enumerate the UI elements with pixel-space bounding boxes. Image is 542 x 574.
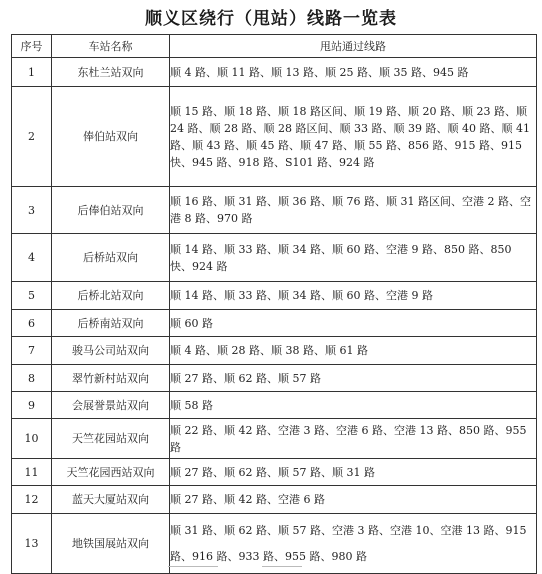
row-index: 9 <box>12 392 52 419</box>
route-list: 顺 27 路、顺 62 路、顺 57 路 <box>170 365 537 392</box>
station-name: 骏马公司站双向 <box>52 337 170 365</box>
station-name: 俸伯站双向 <box>52 87 170 187</box>
header-routes: 甩站通过线路 <box>170 35 537 58</box>
table-row <box>12 337 537 365</box>
row-index: 11 <box>12 459 52 486</box>
footer-divider-left <box>168 566 218 567</box>
table-row <box>12 514 537 574</box>
row-index: 5 <box>12 282 52 310</box>
row-index: 10 <box>12 419 52 459</box>
table-row <box>12 282 537 310</box>
header-station: 车站名称 <box>52 35 170 58</box>
route-list: 顺 60 路 <box>170 310 537 337</box>
table-row <box>12 187 537 234</box>
route-list: 顺 27 路、顺 42 路、空港 6 路 <box>170 486 537 514</box>
station-name: 翠竹新村站双向 <box>52 365 170 392</box>
route-list: 顺 4 路、顺 28 路、顺 38 路、顺 61 路 <box>170 337 537 365</box>
route-list: 顺 58 路 <box>170 392 537 419</box>
station-name: 地铁国展站双向 <box>52 514 170 574</box>
row-index: 6 <box>12 310 52 337</box>
route-list: 顺 27 路、顺 62 路、顺 57 路、顺 31 路 <box>170 459 537 486</box>
station-name: 天竺花园站双向 <box>52 419 170 459</box>
table-row <box>12 486 537 514</box>
route-list: 顺 22 路、顺 42 路、空港 3 路、空港 6 路、空港 13 路、850 路、955 路 <box>170 419 537 459</box>
header-index: 序号 <box>12 35 52 58</box>
station-name: 会展誉景站双向 <box>52 392 170 419</box>
table-row <box>12 58 537 87</box>
row-index: 2 <box>12 87 52 187</box>
row-index: 8 <box>12 365 52 392</box>
table-header-row <box>12 35 537 58</box>
table-row <box>12 392 537 419</box>
route-list: 顺 4 路、顺 11 路、顺 13 路、顺 25 路、顺 35 路、945 路 <box>170 58 537 87</box>
station-name: 后俸伯站双向 <box>52 187 170 234</box>
table-row <box>12 365 537 392</box>
route-list: 顺 31 路、顺 62 路、顺 57 路、空港 3 路、空港 10、空港 13 路、915 路、916 路、933 路、955 路、980 路 <box>170 514 537 574</box>
route-list: 顺 14 路、顺 33 路、顺 34 路、顺 60 路、空港 9 路 <box>170 282 537 310</box>
row-index: 13 <box>12 514 52 574</box>
route-list: 顺 16 路、顺 31 路、顺 36 路、顺 76 路、顺 31 路区间、空港 2 路、空港 8 路、970 路 <box>170 187 537 234</box>
document-title: 顺义区绕行（甩站）线路一览表 <box>145 9 397 29</box>
row-index: 7 <box>12 337 52 365</box>
table-row <box>12 87 537 187</box>
route-list: 顺 15 路、顺 18 路、顺 18 路区间、顺 19 路、顺 20 路、顺 23 路、顺 24 路、顺 28 路、顺 28 路区间、顺 33 路、顺 39 路、顺 40 路、顺 41 路、顺 43 路、顺 45 路、顺 47 路、顺 55 路、856 路、915 路、915 快、945 路、918 路、S101 路、924 路 <box>170 87 537 187</box>
station-name: 蓝天大厦站双向 <box>52 486 170 514</box>
route-list: 顺 14 路、顺 33 路、顺 34 路、顺 60 路、空港 9 路、850 路、850 快、924 路 <box>170 234 537 282</box>
table-row <box>12 234 537 282</box>
row-index: 12 <box>12 486 52 514</box>
table-row <box>12 419 537 459</box>
table-row <box>12 310 537 337</box>
station-name: 天竺花园西站双向 <box>52 459 170 486</box>
station-name: 后桥站双向 <box>52 234 170 282</box>
table-row <box>12 459 537 486</box>
station-name: 后桥北站双向 <box>52 282 170 310</box>
footer-divider-right <box>262 566 302 567</box>
row-index: 3 <box>12 187 52 234</box>
station-name: 东杜兰站双向 <box>52 58 170 87</box>
detour-route-table <box>11 34 537 574</box>
row-index: 1 <box>12 58 52 87</box>
row-index: 4 <box>12 234 52 282</box>
station-name: 后桥南站双向 <box>52 310 170 337</box>
